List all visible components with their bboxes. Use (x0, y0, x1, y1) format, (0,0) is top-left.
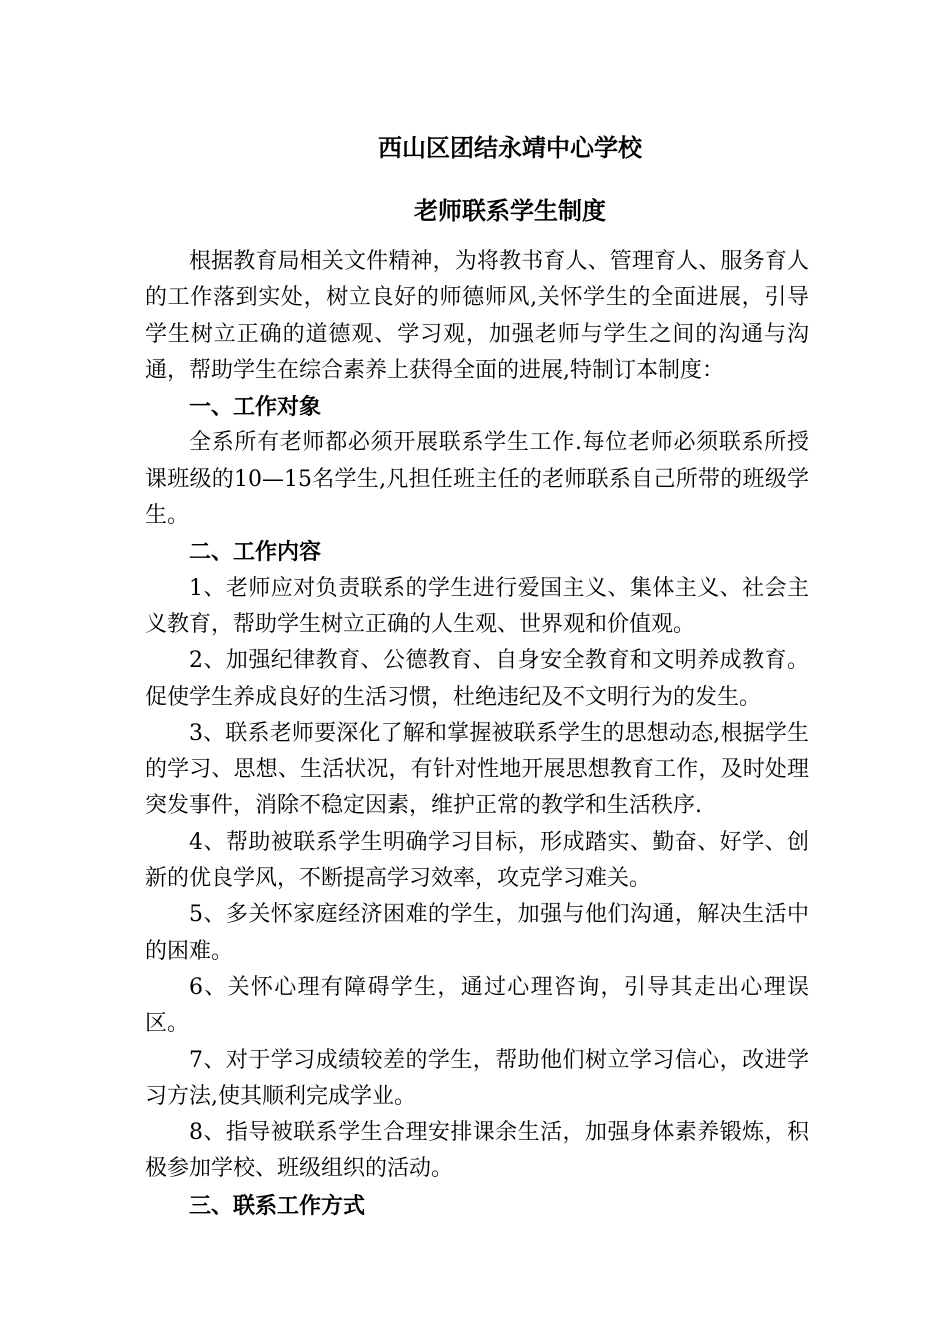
work-content-item-3: 3、联系老师要深化了解和掌握被联系学生的思想动态,根据学生的学习、思想、生活状况，有针对性地开展思想教育工作，及时处理突发事件，消除不稳定因素，维护正常的教学和生活秩序. (145, 720, 809, 819)
work-target-paragraph: 全系所有老师都必须开展联系学生工作.每位老师必须联系所授课班级的10—15名学生,凡担任班主任的老师联系自己所带的班级学生。 (145, 430, 809, 529)
section-heading-work-content: 二、工作内容 (189, 539, 322, 566)
work-content-item-2: 2、加强纪律教育、公德教育、自身安全教育和文明养成教育。促使学生养成良好的生活习惯，杜绝违纪及不文明行为的发生。 (145, 648, 809, 710)
intro-paragraph: 根据教育局相关文件精神，为将教书育人、管理育人、服务育人的工作落到实处，树立良好的师德师风,关怀学生的全面进展，引导学生树立正确的道德观、学习观，加强老师与学生之间的沟通与沟通，帮助学生在综合素养上获得全面的进展,特制订本制度： (145, 249, 809, 383)
document-body (145, 244, 809, 1224)
school-title: 西山区团结永靖中心学校 (378, 133, 642, 162)
work-content-item-5: 5、多关怀家庭经济困难的学生，加强与他们沟通，解决生活中的困难。 (145, 902, 809, 964)
document-title: 老师联系学生制度 (414, 196, 606, 225)
section-heading-contact-method: 三、联系工作方式 (189, 1192, 366, 1219)
work-content-item-1: 1、老师应对负责联系的学生进行爱国主义、集体主义、社会主义教育，帮助学生树立正确的人生观、世界观和价值观。 (145, 575, 809, 637)
work-content-item-6: 6、关怀心理有障碍学生，通过心理咨询，引导其走出心理误区。 (145, 974, 809, 1037)
work-content-item-7: 7、对于学习成绩较差的学生，帮助他们树立学习信心，改进学习方法,使其顺利完成学业。 (145, 1047, 809, 1109)
section-heading-work-target: 一、工作对象 (189, 394, 322, 421)
work-content-item-4: 4、帮助被联系学生明确学习目标，形成踏实、勤奋、好学、创新的优良学风，不断提高学习效率，攻克学习难关。 (145, 829, 809, 892)
work-content-item-8: 8、指导被联系学生合理安排课余生活，加强身体素养锻炼，积极参加学校、班级组织的活动。 (145, 1120, 809, 1182)
